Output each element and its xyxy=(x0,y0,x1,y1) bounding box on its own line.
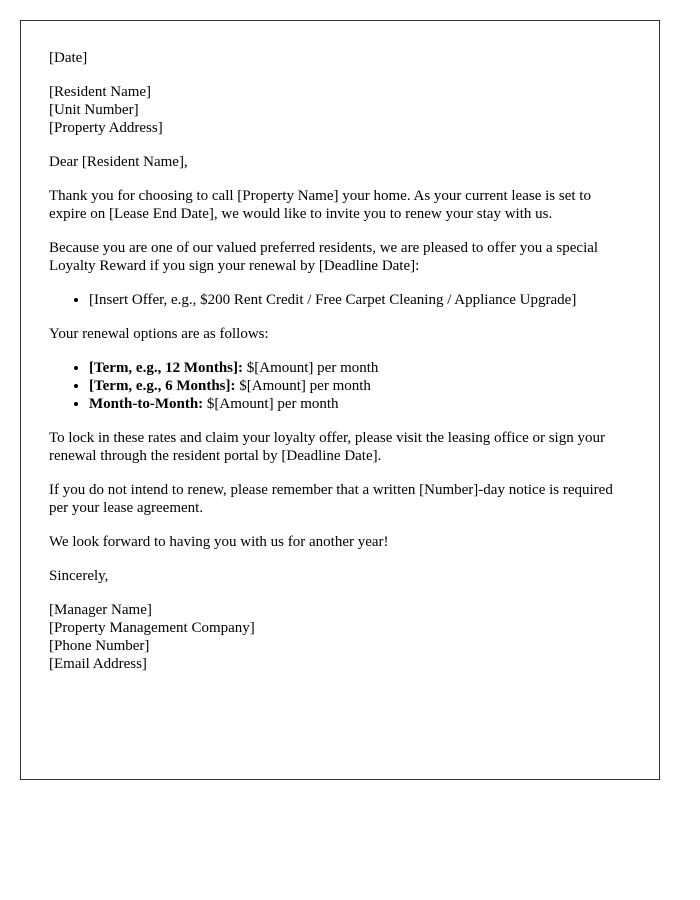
loyalty-paragraph: Because you are one of our valued preferred residents, we are pleased to offer you a special Loyalty Reward if you sign your renewal by [Deadline Date]: xyxy=(49,240,599,274)
renewal-option xyxy=(89,359,631,377)
resident-name: [Resident Name] xyxy=(49,84,152,100)
email-address: [Email Address] xyxy=(49,656,147,672)
recipient-block xyxy=(49,83,631,137)
renewal-option xyxy=(89,395,631,413)
manager-name: [Manager Name] xyxy=(49,602,152,618)
signoff: Sincerely, xyxy=(49,568,109,584)
phone-number: [Phone Number] xyxy=(49,638,150,654)
offer-item: • [Insert Offer, e.g., $200 Rent Credit / Free Carpet Cleaning / Appliance Upgrade] xyxy=(89,291,631,309)
closing-line: We look forward to having you with us for another year! xyxy=(49,534,389,550)
salutation: Dear [Resident Name], xyxy=(49,154,188,170)
property-address: [Property Address] xyxy=(49,120,163,136)
management-company: [Property Management Company] xyxy=(49,620,255,636)
options-intro: Your renewal options are as follows: xyxy=(49,326,269,342)
letter-date: [Date] xyxy=(49,50,88,66)
offer-list xyxy=(49,291,631,309)
option-price: $[Amount] per month xyxy=(203,396,339,412)
letter-page xyxy=(20,20,660,780)
option-term: [Term, e.g., 12 Months]: xyxy=(89,360,244,376)
unit-number: [Unit Number] xyxy=(49,102,139,118)
option-price: $[Amount] per month xyxy=(243,360,379,376)
notice-paragraph: If you do not intend to renew, please remember that a written [Number]-day notice is required per your lease agreement. xyxy=(49,482,613,516)
renewal-options-list xyxy=(49,359,631,413)
option-price: $[Amount] per month xyxy=(235,378,371,394)
intro-paragraph: Thank you for choosing to call [Property Name] your home. As your current lease is set to expire on [Lease End Date], we would like to invite you to renew your stay with us. xyxy=(49,188,591,222)
lock-in-paragraph: To lock in these rates and claim your loyalty offer, please visit the leasing office or sign your renewal through the resident portal by [Deadline Date]. xyxy=(49,430,605,464)
option-term: Month-to-Month: xyxy=(89,396,204,412)
option-term: [Term, e.g., 6 Months]: xyxy=(89,378,236,394)
signature-block xyxy=(49,601,631,673)
renewal-option xyxy=(89,377,631,395)
